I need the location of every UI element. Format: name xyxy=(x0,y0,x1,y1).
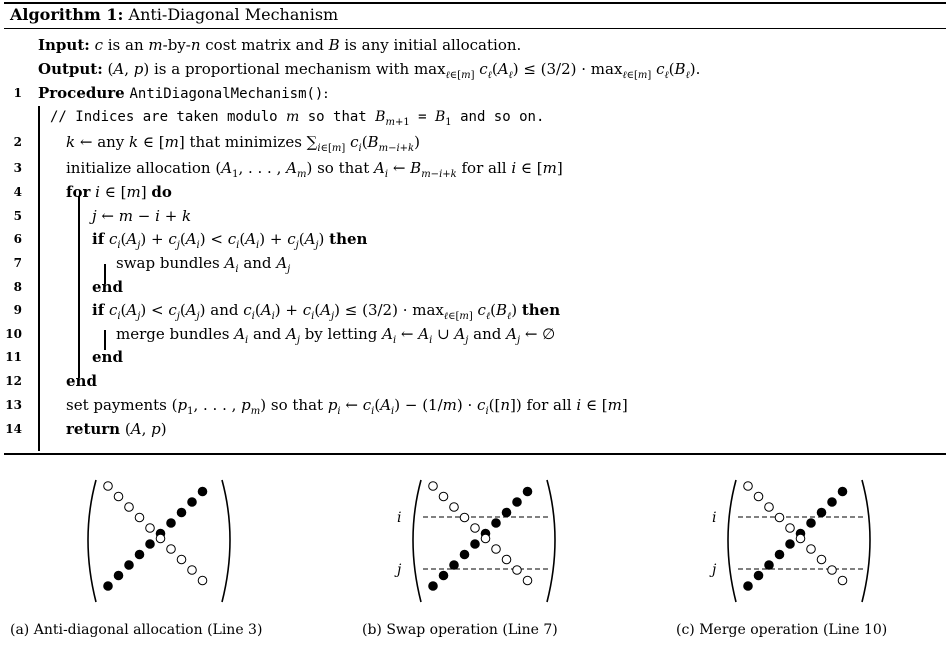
algorithm-input: Input: c is an m-by-n cost matrix and B is any initial allocation. xyxy=(38,36,522,54)
open-dot xyxy=(817,555,826,564)
line-6: if $c_i(A_j) + c_j(A_i) < c_i(A_i) + c_j(A_j)$ then xyxy=(92,230,368,251)
line-8: end xyxy=(92,278,123,296)
algorithm-bottom-rule xyxy=(4,453,946,455)
line-14: return (A, p) xyxy=(66,420,167,438)
filled-dot xyxy=(523,487,532,496)
filled-dot xyxy=(135,550,144,559)
line-13: set payments ($p_1$, . . . , $p_m$) so that $p_i$ ← $c_i(A_i) - (1/m) \cdot c_i([n])$ for all i ∈ [m] xyxy=(66,396,628,417)
filled-dot xyxy=(104,582,113,591)
line-number: 10 xyxy=(5,327,22,341)
algorithm-top-rule xyxy=(4,2,946,4)
line-number: 11 xyxy=(5,350,22,364)
figure-swap-matrix xyxy=(385,474,565,614)
line-number: 1 xyxy=(13,86,22,100)
right-paren xyxy=(547,480,555,602)
open-dot xyxy=(188,566,197,575)
open-dot xyxy=(156,534,165,543)
open-dot xyxy=(502,555,511,564)
line-2: k ← any k ∈ [m] that minimizes $\sum_{i\in[m]}$ $c_i(B_{m-i+k})$ xyxy=(66,133,420,154)
open-dot xyxy=(775,513,784,522)
filled-dot xyxy=(450,561,459,570)
open-dot xyxy=(104,482,113,491)
algorithm-title: Algorithm 1: Anti-Diagonal Mechanism xyxy=(10,5,339,24)
open-dot xyxy=(481,534,490,543)
line-number: 2 xyxy=(13,135,22,149)
for-loop-block-bar xyxy=(78,196,80,378)
row-label-j: j xyxy=(712,562,717,578)
line-9: if $c_i(A_j) < c_j(A_j)$ and $c_i(A_i) + c_i(A_j) \le (3/2) \cdot \max_{\ell\in[m]} c_\ell(B_\ell)$ then xyxy=(92,301,561,322)
filled-dot xyxy=(114,571,123,580)
filled-dot xyxy=(492,519,501,528)
figure-anti-diagonal-matrix xyxy=(80,474,240,614)
line-12: end xyxy=(66,372,97,390)
right-paren xyxy=(222,480,230,602)
line-10: merge bundles $A_i$ and $A_j$ by letting $A_i$ ← $A_i$ ∪ $A_j$ and $A_j$ ← ∅ xyxy=(116,325,556,346)
open-dot xyxy=(471,524,480,533)
filled-dot xyxy=(744,582,753,591)
open-dot xyxy=(146,524,155,533)
line-1-procedure: Procedure AntiDiagonalMechanism(): xyxy=(38,84,329,102)
line-number: 5 xyxy=(13,209,22,223)
filled-dot xyxy=(125,561,134,570)
open-dot xyxy=(523,576,532,585)
figure-merge-matrix xyxy=(700,474,880,614)
left-paren xyxy=(413,480,421,602)
filled-dot xyxy=(765,561,774,570)
filled-dot xyxy=(429,582,438,591)
line-number: 3 xyxy=(13,161,22,175)
line-number: 7 xyxy=(13,256,22,270)
open-dot xyxy=(460,513,469,522)
open-dot xyxy=(198,576,207,585)
line-5: j ← m − i + k xyxy=(92,207,192,225)
filled-dot xyxy=(817,508,826,517)
open-dot xyxy=(439,492,448,501)
caption-c: (c) Merge operation (Line 10) xyxy=(676,622,888,638)
filled-dot xyxy=(439,571,448,580)
line-11: end xyxy=(92,348,123,366)
open-dot xyxy=(125,503,134,512)
algorithm-title-rule xyxy=(4,28,946,29)
filled-dot xyxy=(828,498,837,507)
caption-b: (b) Swap operation (Line 7) xyxy=(362,622,558,638)
filled-dot xyxy=(775,550,784,559)
filled-dot xyxy=(460,550,469,559)
row-label-i: i xyxy=(397,510,402,526)
open-dot xyxy=(786,524,795,533)
left-paren xyxy=(728,480,736,602)
open-dot xyxy=(754,492,763,501)
open-dot xyxy=(450,503,459,512)
filled-dot xyxy=(198,487,207,496)
caption-a: (a) Anti-diagonal allocation (Line 3) xyxy=(10,622,263,638)
filled-dot xyxy=(807,519,816,528)
row-label-j: j xyxy=(397,562,402,578)
procedure-block-bar xyxy=(38,106,40,451)
open-dot xyxy=(135,513,144,522)
open-dot xyxy=(807,545,816,554)
left-paren xyxy=(88,480,96,602)
filled-dot xyxy=(786,540,795,549)
right-paren xyxy=(862,480,870,602)
line-number: 9 xyxy=(13,303,22,317)
filled-dot xyxy=(177,508,186,517)
line-number: 6 xyxy=(13,232,22,246)
open-dot xyxy=(114,492,123,501)
line-number: 14 xyxy=(5,422,22,436)
open-dot xyxy=(744,482,753,491)
open-dot xyxy=(828,566,837,575)
filled-dot xyxy=(838,487,847,496)
line-number: 8 xyxy=(13,280,22,294)
filled-dot xyxy=(188,498,197,507)
filled-dot xyxy=(513,498,522,507)
row-label-i: i xyxy=(712,510,717,526)
line-number: 12 xyxy=(5,374,22,388)
filled-dot xyxy=(502,508,511,517)
line-comment: // Indices are taken modulo m so that $B_{m+1} = B_1$ and so on. xyxy=(50,109,545,128)
open-dot xyxy=(177,555,186,564)
line-7: swap bundles $A_i$ and $A_j$ xyxy=(116,254,291,275)
open-dot xyxy=(492,545,501,554)
filled-dot xyxy=(146,540,155,549)
line-number: 4 xyxy=(13,185,22,199)
filled-dot xyxy=(471,540,480,549)
open-dot xyxy=(796,534,805,543)
open-dot xyxy=(513,566,522,575)
open-dot xyxy=(167,545,176,554)
open-dot xyxy=(838,576,847,585)
line-3: initialize allocation ($A_1$, . . . , $A_m$) so that $A_i$ ← $B_{m-i+k}$ for all i ∈ [m] xyxy=(66,159,563,180)
algorithm-output: Output: (A, p) is a proportional mechanism with $\max_{\ell\in[m]} c_\ell(A_\ell) \le (3/2) \cdot \max_{\ell\in[m]} c_\ell(B_\ell)$. xyxy=(38,60,701,81)
filled-dot xyxy=(754,571,763,580)
line-4: for i ∈ [m] do xyxy=(66,183,172,201)
filled-dot xyxy=(167,519,176,528)
open-dot xyxy=(429,482,438,491)
open-dot xyxy=(765,503,774,512)
line-number: 13 xyxy=(5,398,22,412)
